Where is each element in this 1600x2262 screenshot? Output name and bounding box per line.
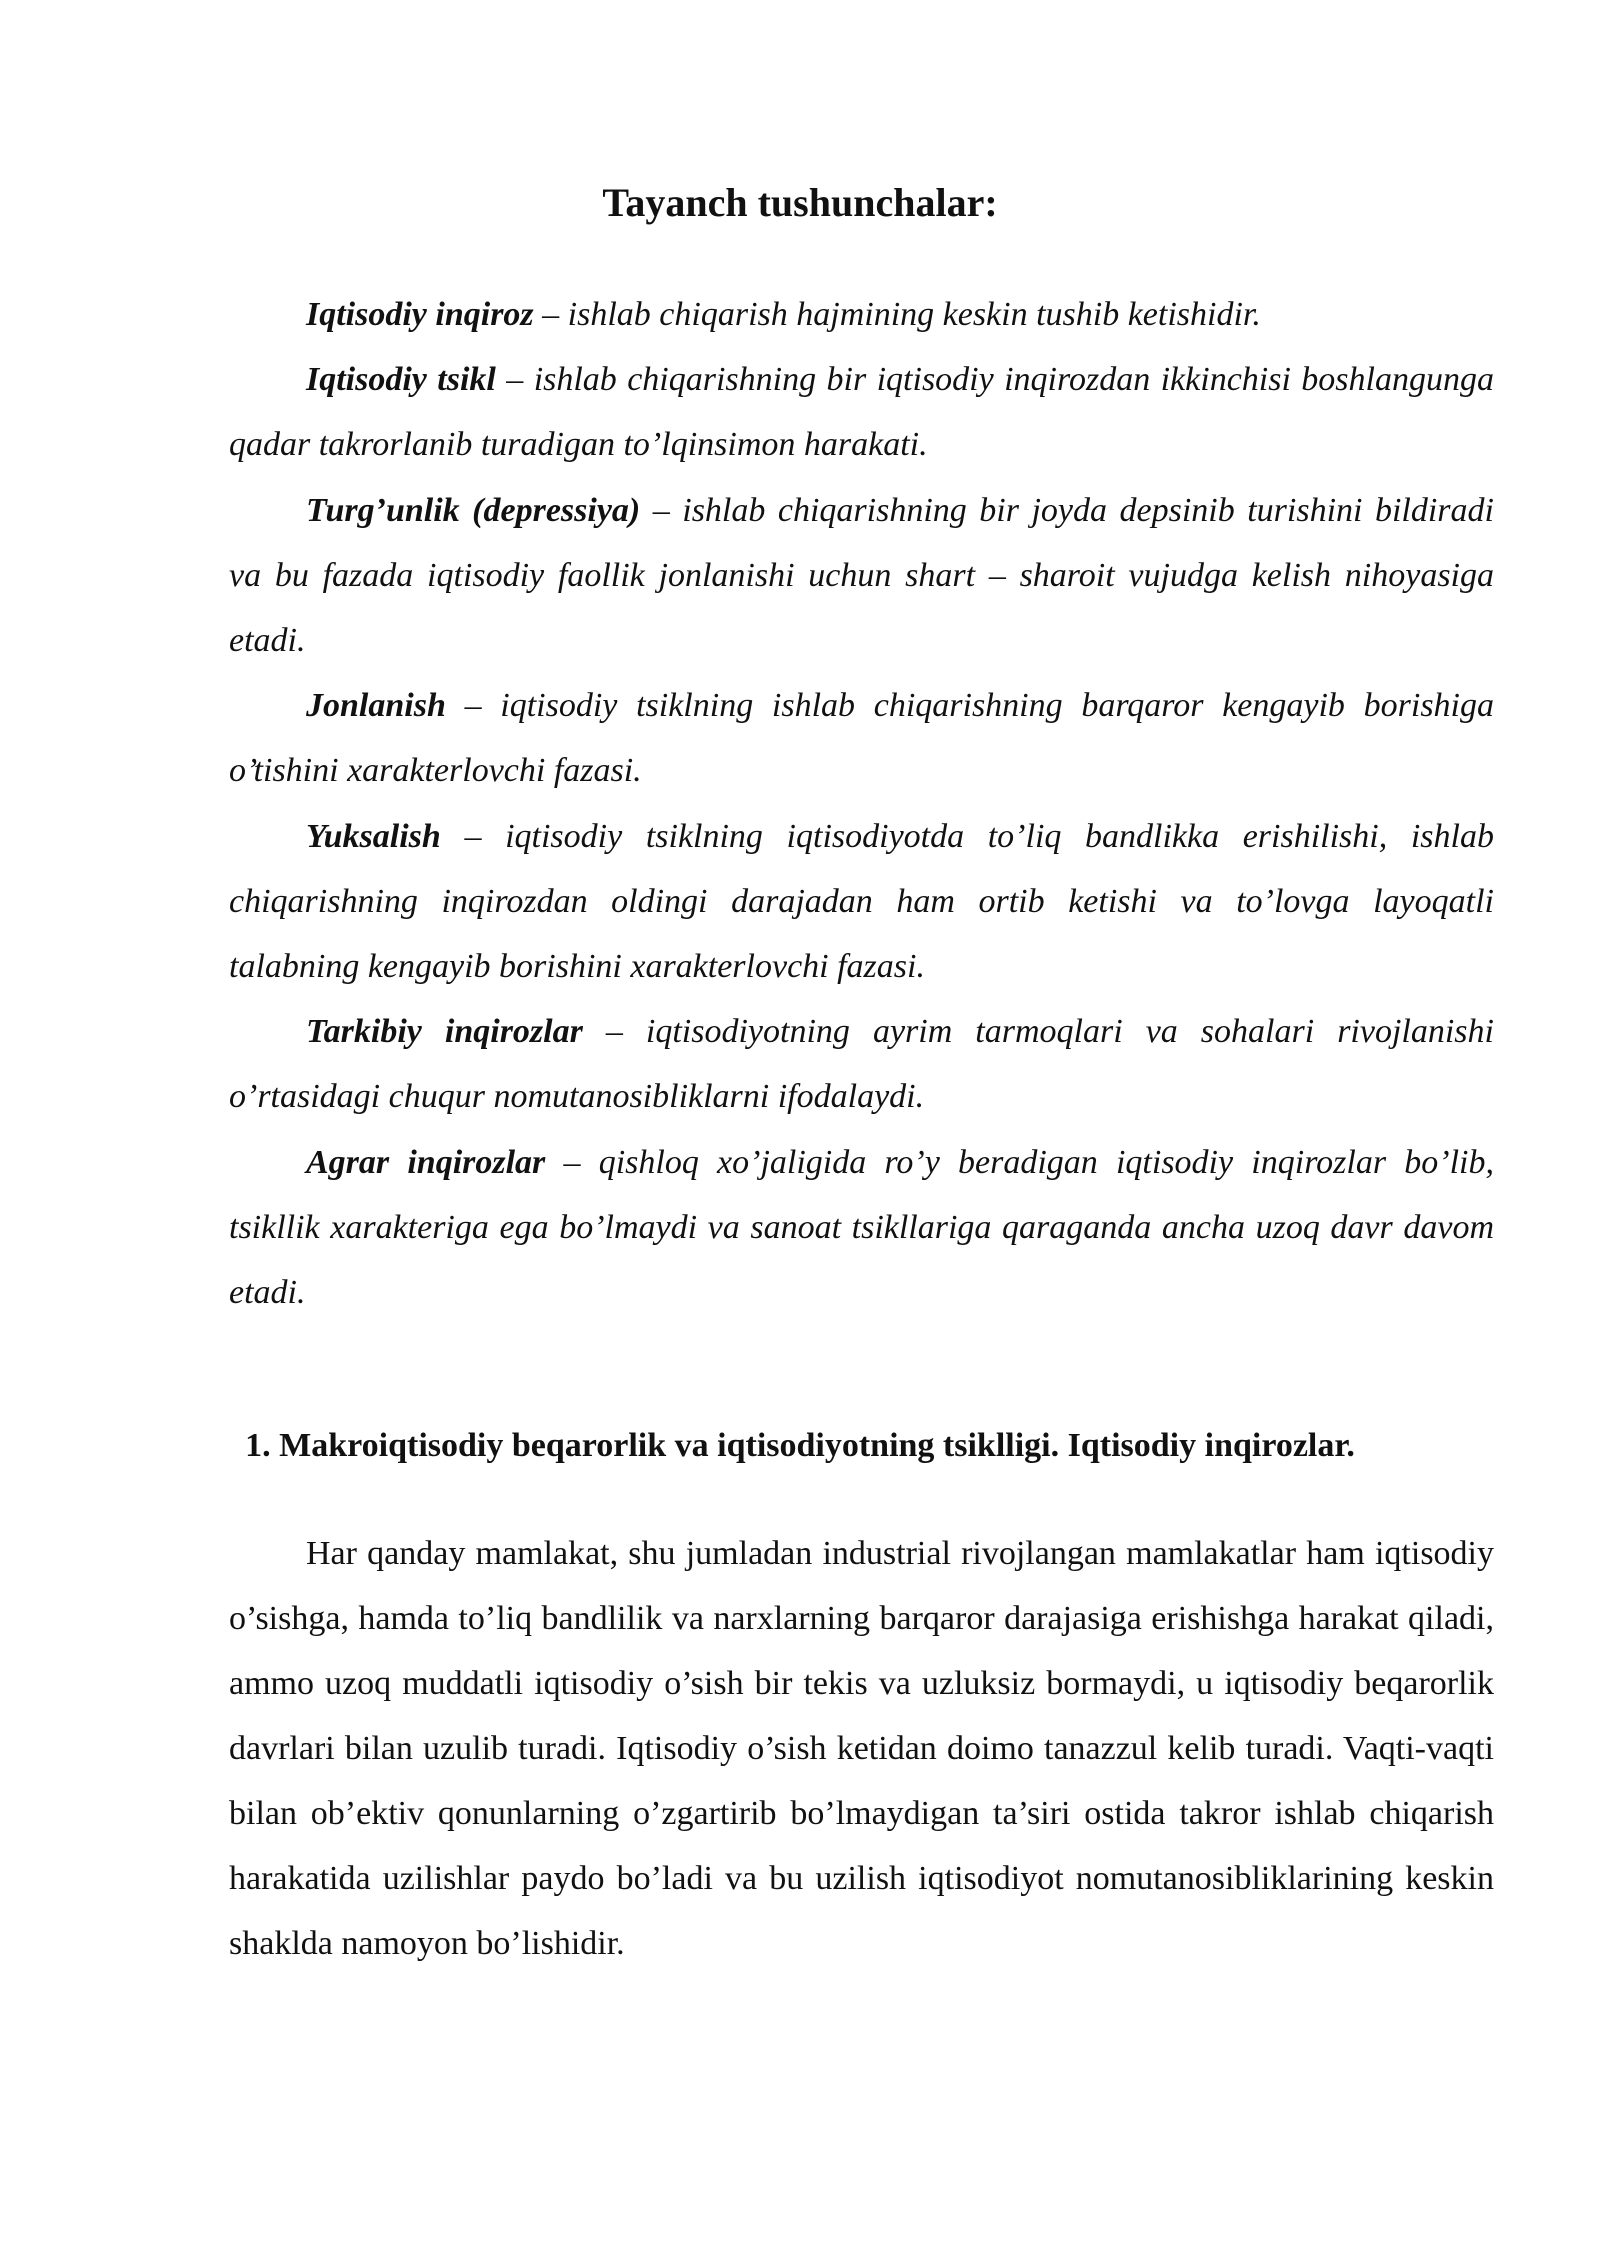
definition-jonlanish (229, 673, 1494, 803)
definition-agrar-inqirozlar (229, 1130, 1494, 1326)
definition-text: – iqtisodiy tsiklning iqtisodiyotda to’liq bandlikka erishilishi, ishlab chiqarishning inqirozdan oldingi darajadan ham ortib ketishi va to’lovga layoqatli talabning kengayib borishini xarakterlovchi fazasi. (229, 817, 1494, 986)
definition-term: Tarkibiy inqirozlar (306, 1013, 583, 1051)
definition-turgunlik (229, 478, 1494, 674)
definition-yuksalish (229, 804, 1494, 1000)
definition-text: – qishloq xo’jaligida ro’y beradigan iqtisodiy inqirozlar bo’lib, tsikllik xarakteriga ega bo’lmaydi va sanoat tsikllariga qaraganda ancha uzoq davr davom etadi. (229, 1143, 1494, 1312)
definition-iqtisodiy-tsikl (229, 347, 1494, 477)
definition-term: Yuksalish (306, 817, 441, 855)
definition-term: Jonlanish (306, 687, 446, 725)
page-title: Tayanch tushunchalar: (602, 179, 998, 225)
definition-term: Agrar inqirozlar (306, 1143, 546, 1181)
definition-text: – ishlab chiqarishning bir iqtisodiy inqirozdan ikkinchisi boshlangunga qadar takrorlanib turadigan to’lqinsimon harakati. (229, 361, 1494, 464)
definition-term: Iqtisodiy inqiroz (306, 296, 534, 333)
definition-text: – ishlab chiqarish hajmining keskin tushib ketishidir. (533, 296, 1261, 333)
definition-term: Iqtisodiy tsikl (306, 361, 496, 399)
definition-iqtisodiy-inqiroz (229, 282, 1494, 347)
definition-term: Turg’unlik (depressiya) (306, 491, 641, 529)
definition-text: – iqtisodiy tsiklning ishlab chiqarishning barqaror kengayib borishiga o’tishini xarakterlovchi fazasi. (229, 687, 1494, 790)
definition-tarkibiy-inqirozlar (229, 999, 1494, 1129)
definitions-list (229, 282, 1494, 1325)
section-heading: 1. Makroiqtisodiy beqarorlik va iqtisodiyotning tsiklligi. Iqtisodiy inqirozlar. (245, 1427, 1355, 1465)
definition-text: – ishlab chiqarishning bir joyda depsinib turishini bildiradi va bu fazada iqtisodiy faollik jonlanishi uchun shart – sharoit vujudga kelish nihoyasiga etadi. (229, 491, 1494, 660)
definition-text: – iqtisodiyotning ayrim tarmoqlari va sohalari rivojlanishi o’rtasidagi chuqur nomutanosibliklarni ifodalaydi. (229, 1013, 1494, 1116)
body-paragraph: Har qanday mamlakat, shu jumladan industrial rivojlangan mamlakatlar ham iqtisodiy o’sishga, hamda to’liq bandlilik va narxlarning barqaror darajasiga erishishga harakat qiladi, ammo uzoq muddatli iqtisodiy o’sish bir tekis va uzluksiz bormaydi, u iqtisodiy beqarorlik davrlari bilan uzulib turadi. Iqtisodiy o’sish ketidan doimo tanazzul kelib turadi. Vaqti-vaqti bilan ob’ektiv qonunlarning o’zgartirib bo’lmaydigan ta’siri ostida takror ishlab chiqarish harakatida uzilishlar paydo bo’ladi va bu uzilish iqtisodiyot nomutanosibliklarining keskin shaklda namoyon bo’lishidir. (229, 1535, 1494, 1962)
